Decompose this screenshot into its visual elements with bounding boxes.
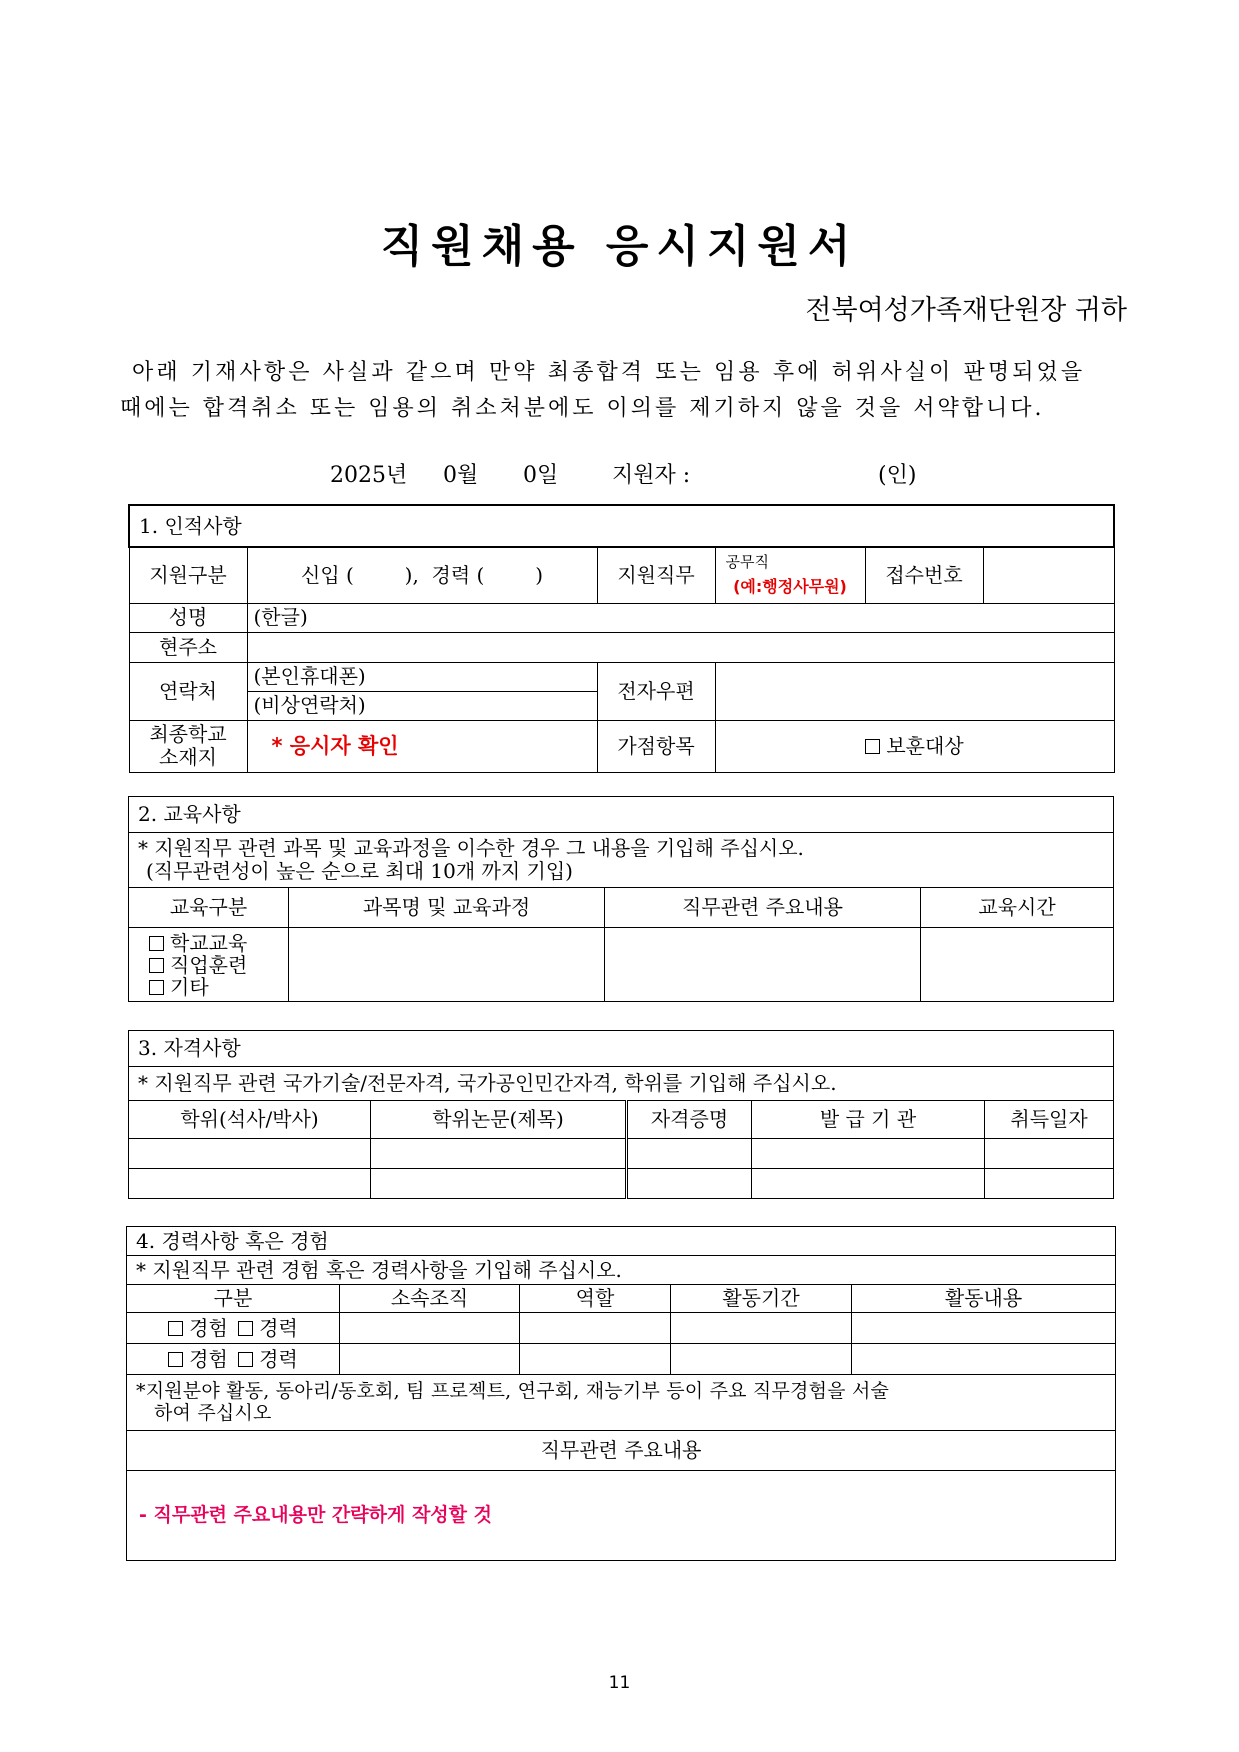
- qual-degree-field[interactable]: [129, 1139, 371, 1169]
- section-education: [128, 796, 1114, 1002]
- edu-option-school[interactable]: [149, 932, 282, 954]
- exp-type-options: [127, 1313, 340, 1344]
- section4-note2-line1: *지원분야 활동, 동아리/동호회, 팀 프로젝트, 연구회, 재능기부 등이 주요 직무경험을 서술: [136, 1379, 890, 1402]
- section3-heading: 3. 자격사항: [129, 1031, 1114, 1067]
- section4-summary-field[interactable]: - 직무관련 주요내용만 간략하게 작성할 것: [127, 1471, 1116, 1561]
- edu-header-course: 과목명 및 교육과정: [289, 888, 605, 928]
- exp-header-org: 소속조직: [340, 1285, 520, 1313]
- job-value-top: 공무직: [725, 553, 769, 572]
- edu-other-checkbox[interactable]: [149, 980, 164, 995]
- section-experience: [126, 1226, 1116, 1561]
- exp-career-label: 경력: [259, 1315, 298, 1340]
- qual-thesis-field[interactable]: [371, 1139, 627, 1169]
- qual-issuer-field[interactable]: [752, 1139, 985, 1169]
- exp-experience-checkbox[interactable]: [168, 1352, 183, 1367]
- apply-type-label: 지원구분: [129, 547, 247, 603]
- addressee: 전북여성가족재단원장 귀하: [805, 295, 1127, 326]
- date-day: 0일: [523, 463, 559, 488]
- edu-header-content: 직무관련 주요내용: [605, 888, 921, 928]
- page-number: 11: [608, 1673, 631, 1693]
- exp-header-role: 역할: [520, 1285, 671, 1313]
- qual-date-field[interactable]: [985, 1169, 1114, 1199]
- qual-date-field[interactable]: [985, 1139, 1114, 1169]
- section2-notes: [129, 833, 1114, 888]
- qual-cert-field[interactable]: [627, 1139, 752, 1169]
- exp-header-activity: 활동내용: [852, 1285, 1116, 1313]
- email-field[interactable]: [715, 662, 1114, 720]
- section3-note: * 지원직무 관련 국가기술/전문자격, 국가공인민간자격, 학위를 기입해 주십시오.: [129, 1067, 1114, 1101]
- school-label: [129, 720, 247, 772]
- edu-content-field[interactable]: [605, 928, 921, 1002]
- contact-emergency-field[interactable]: (비상연락처): [247, 691, 597, 720]
- job-field[interactable]: [715, 547, 865, 603]
- qual-header-thesis: 학위논문(제목): [371, 1101, 627, 1139]
- bonus-label: 가점항목: [597, 720, 715, 772]
- edu-hours-field[interactable]: [921, 928, 1114, 1002]
- pledge-text: [120, 355, 1130, 427]
- receipt-label: 접수번호: [865, 547, 983, 603]
- exp-role-field[interactable]: [520, 1344, 671, 1375]
- section-qualifications: [128, 1030, 1114, 1199]
- page-title: 직원채용 응시지원서: [380, 221, 859, 272]
- address-label: 현주소: [129, 632, 247, 662]
- qual-thesis-field[interactable]: [371, 1169, 627, 1199]
- edu-school-checkbox[interactable]: [149, 936, 164, 951]
- section4-heading: 4. 경력사항 혹은 경험: [127, 1227, 1116, 1256]
- applicant-label: 지원자 :: [612, 463, 691, 488]
- section1-heading: 1. 인적사항: [129, 505, 1114, 547]
- bonus-field[interactable]: [715, 720, 1114, 772]
- exp-experience-label: 경험: [189, 1315, 228, 1340]
- section2-note-1: * 지원직무 관련 과목 및 교육과정을 이수한 경우 그 내용을 기입해 주십시오.: [138, 836, 804, 860]
- exp-activity-field[interactable]: [852, 1313, 1116, 1344]
- exp-career-checkbox[interactable]: [238, 1352, 253, 1367]
- edu-vocational-checkbox[interactable]: [149, 958, 164, 973]
- exp-org-field[interactable]: [340, 1344, 520, 1375]
- edu-option-vocational-label: 직업훈련: [170, 952, 248, 977]
- qual-degree-field[interactable]: [129, 1169, 371, 1199]
- exp-period-field[interactable]: [671, 1344, 852, 1375]
- qual-header-degree: 학위(석사/박사): [129, 1101, 371, 1139]
- section2-note-2: (직무관련성이 높은 순으로 최대 10개 까지 기입): [146, 859, 573, 883]
- qual-cert-field[interactable]: [627, 1169, 752, 1199]
- bonus-checkbox[interactable]: [865, 739, 880, 754]
- edu-header-type: 교육구분: [129, 888, 289, 928]
- exp-career-label: 경력: [259, 1346, 298, 1371]
- name-field[interactable]: (한글): [247, 603, 1114, 632]
- exp-period-field[interactable]: [671, 1313, 852, 1344]
- job-label: 지원직무: [597, 547, 715, 603]
- exp-header-period: 활동기간: [671, 1285, 852, 1313]
- exp-role-field[interactable]: [520, 1313, 671, 1344]
- edu-option-vocational[interactable]: [149, 954, 282, 976]
- name-label: 성명: [129, 603, 247, 632]
- qual-header-cert: 자격증명: [627, 1101, 752, 1139]
- section4-note2-line2: 하여 주십시오: [154, 1401, 272, 1424]
- edu-option-other[interactable]: [149, 976, 282, 998]
- edu-header-hours: 교육시간: [921, 888, 1114, 928]
- school-field[interactable]: * 응시자 확인: [247, 720, 597, 772]
- section4-summary-header: 직무관련 주요내용: [127, 1431, 1116, 1471]
- bonus-option-label: 보훈대상: [886, 733, 964, 758]
- email-label: 전자우편: [597, 662, 715, 720]
- exp-activity-field[interactable]: [852, 1344, 1116, 1375]
- pledge-line-1: 아래 기재사항은 사실과 같으며 만약 최종합격 또는 임용 후에 허위사실이 판명되었을: [132, 360, 1086, 385]
- exp-experience-checkbox[interactable]: [168, 1321, 183, 1336]
- receipt-field[interactable]: [983, 547, 1114, 603]
- exp-experience-label: 경험: [189, 1346, 228, 1371]
- contact-mobile-field[interactable]: (본인휴대폰): [247, 662, 597, 691]
- edu-option-other-label: 기타: [170, 974, 209, 999]
- address-field[interactable]: [247, 632, 1114, 662]
- section4-note2: [127, 1375, 1116, 1431]
- edu-option-school-label: 학교교육: [170, 930, 248, 955]
- edu-course-field[interactable]: [289, 928, 605, 1002]
- section4-note: * 지원직무 관련 경험 혹은 경력사항을 기입해 주십시오.: [127, 1256, 1116, 1285]
- seal-mark: (인): [878, 463, 917, 488]
- pledge-line-2: 때에는 합격취소 또는 임용의 취소처분에도 이의를 제기하지 않을 것을 서약합니다.: [120, 396, 1045, 421]
- date-month: 0월: [443, 463, 479, 488]
- job-value-example: (예:행정사무원): [733, 576, 847, 596]
- exp-header-type: 구분: [127, 1285, 340, 1313]
- exp-career-checkbox[interactable]: [238, 1321, 253, 1336]
- exp-type-options: [127, 1344, 340, 1375]
- section2-heading: 2. 교육사항: [129, 797, 1114, 833]
- edu-type-options: [129, 928, 289, 1002]
- date-year: 2025년: [330, 463, 408, 488]
- contact-label: 연락처: [129, 662, 247, 720]
- school-label-line2: 소재지: [159, 745, 217, 769]
- qual-issuer-field[interactable]: [752, 1169, 985, 1199]
- school-label-line1: 최종학교: [149, 722, 227, 746]
- section-personal-info: [128, 504, 1115, 773]
- exp-org-field[interactable]: [340, 1313, 520, 1344]
- qual-header-date: 취득일자: [985, 1101, 1114, 1139]
- apply-type-field[interactable]: 신입 ( ), 경력 ( ): [247, 547, 597, 603]
- qual-header-issuer: 발 급 기 관: [752, 1101, 985, 1139]
